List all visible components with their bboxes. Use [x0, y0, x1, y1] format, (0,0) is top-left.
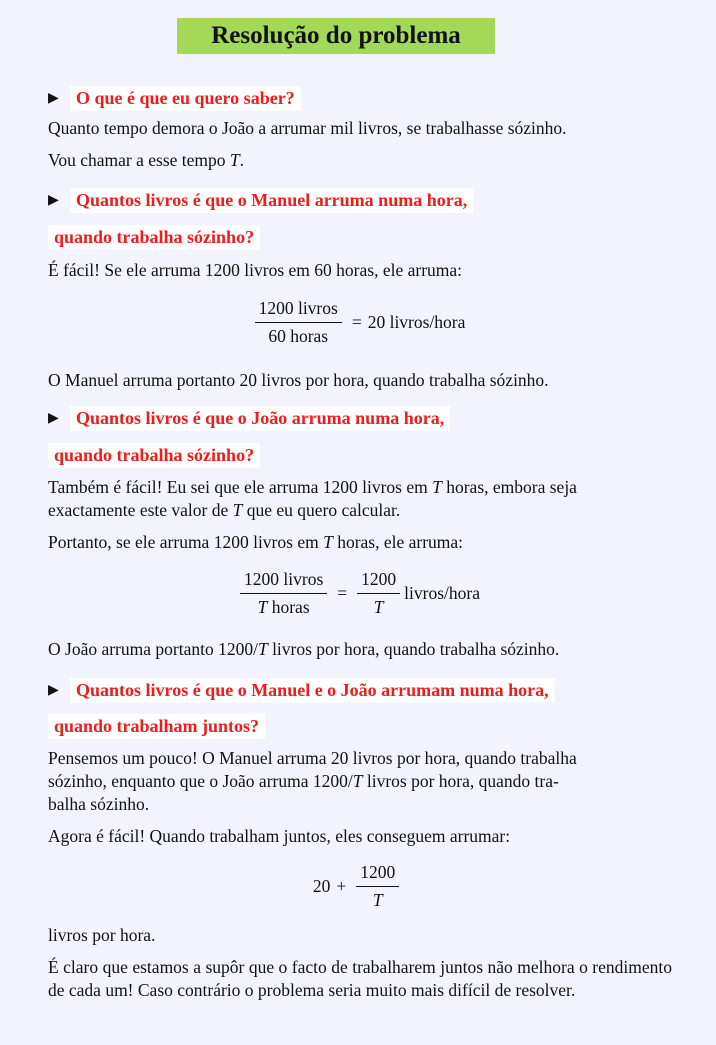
question-heading-4	[48, 675, 555, 705]
paragraph: É claro que estamos a supôr que o facto de trabalharem juntos não melhora o rendimento de cada um! Caso contrário o problema seria muito mais difícil de resolver.	[48, 957, 672, 1000]
paragraph: O Manuel arruma portanto 20 livros por hora, quando trabalha sózinho.	[48, 370, 549, 390]
question-heading-1	[48, 83, 301, 113]
question-text: Quantos livros é que o João arruma numa hora,	[70, 406, 450, 431]
triangle-bullet-icon: ▶	[48, 410, 59, 426]
equation: $\frac{\text{1200 livros}}{\text{60 horas}}$ = 20 livros/hora	[0, 298, 716, 347]
equation: 20 + $\frac{1200}{T}$	[0, 862, 716, 911]
question-heading-2	[48, 185, 473, 215]
paragraph: Vou chamar a esse tempo T.	[48, 150, 245, 170]
question-text: Quantos livros é que o Manuel arruma numa hora,	[70, 188, 473, 213]
paragraph: Agora é fácil! Quando trabalham juntos, eles conseguem arrumar:	[48, 826, 511, 846]
question-text: O que é que eu quero saber?	[70, 86, 301, 111]
question-text: Quantos livros é que o Manuel e o João arrumam numa hora,	[70, 678, 555, 703]
paragraph: É fácil! Se ele arruma 1200 livros em 60 horas, ele arruma:	[48, 260, 463, 280]
question-heading-2-continued	[48, 222, 260, 252]
paragraph: Pensemos um pouco! O Manuel arruma 20 livros por hora, quando trabalha sózinho, enquanto que o João arruma 1200/T livros por hora, quando tra- balha sózinho.	[48, 748, 577, 814]
triangle-bullet-icon: ▶	[48, 682, 59, 698]
question-text: quando trabalham juntos?	[48, 714, 265, 739]
fraction: $\frac{\text{1200 livros}}{\text{60 horas}}$	[255, 298, 342, 347]
question-heading-4-continued	[48, 711, 265, 741]
fraction: $\frac{1200}{T}$	[357, 569, 400, 618]
equation: $\frac{\text{1200 livros}}{\text{T horas}}$ = $\frac{1200}{T}$ livros/hora	[0, 569, 716, 618]
question-text: quando trabalha sózinho?	[48, 443, 260, 468]
triangle-bullet-icon: ▶	[48, 192, 59, 208]
question-text: quando trabalha sózinho?	[48, 225, 260, 250]
paragraph: O João arruma portanto 1200/T livros por hora, quando trabalha sózinho.	[48, 639, 560, 659]
question-heading-3	[48, 403, 450, 433]
page-title: Resolução do problema	[177, 18, 495, 54]
fraction: $\frac{\text{1200 livros}}{\text{T horas}}$	[240, 569, 327, 618]
paragraph: livros por hora.	[48, 925, 156, 945]
triangle-bullet-icon: ▶	[48, 90, 59, 106]
question-heading-3-continued	[48, 440, 260, 470]
paragraph: Portanto, se ele arruma 1200 livros em T horas, ele arruma:	[48, 532, 464, 552]
paragraph: Quanto tempo demora o João a arrumar mil livros, se trabalhasse sózinho.	[48, 118, 567, 138]
paragraph: Também é fácil! Eu sei que ele arruma 1200 livros em T horas, embora seja exactamente este valor de T que eu quero calcular.	[48, 477, 577, 520]
fraction: $\frac{1200}{T}$	[356, 862, 399, 911]
